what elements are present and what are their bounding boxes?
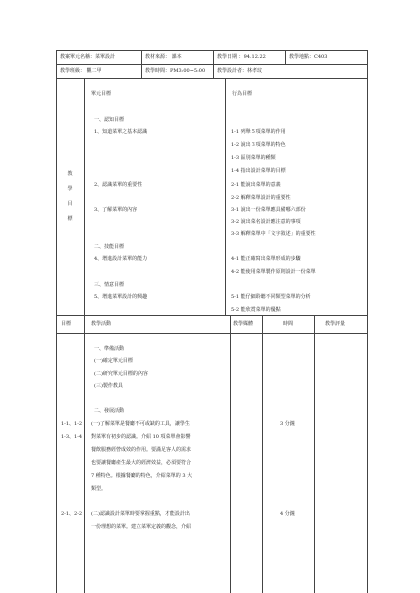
rule-objectives-side: [84, 78, 85, 315]
behavior-objective-item: 3-2 說出菜名設計應注意的事項: [231, 219, 301, 225]
designer: 教學設計者：林孝玟: [217, 68, 263, 74]
teaching-place: 教學地點：C403: [289, 54, 328, 60]
rule-activities-v1: [84, 315, 85, 593]
behavior-objective-item: 1-4 指出設計菜單的目標: [231, 168, 286, 174]
side-char: 學: [67, 186, 73, 192]
behavior-objective-item: 5-1 能仔細聆聽不同類型菜單的分析: [231, 294, 311, 300]
teaching-time: 教學時間：PM3:00~5:00: [145, 68, 206, 74]
rule-header-v2: [213, 50, 214, 78]
unit-objective-item: 2、認識菜單的重要性: [94, 182, 143, 188]
row2-activity-line: 一份理想的菜單。建立菜單定義的觀念，介紹: [91, 524, 192, 530]
unit-objective-header: 單元目標: [91, 91, 112, 97]
rule-top: [56, 50, 367, 51]
material-source: 教材來源： 課本: [145, 54, 182, 60]
row1-activity-line: 也要讓餐廳產生最大的經濟效益，必須要符合: [91, 460, 192, 466]
unit-objective-item: 二、技能目標: [94, 244, 125, 250]
behavior-objective-item: 3-3 解釋菜單中「文字敘述」的重要性: [231, 231, 316, 237]
unit-name: 教案單元名稱：菜單設計: [60, 54, 116, 60]
behavior-objective-item: 2-1 能說出菜單的意義: [231, 182, 281, 188]
activities-eval-header: 教學評量: [325, 321, 346, 327]
behavior-objective-header: 行為目標: [232, 91, 253, 97]
rule-header-v1: [141, 50, 142, 78]
rule-right: [367, 50, 368, 593]
rule-objectives-mid: [225, 78, 226, 315]
row2-time: 4 分鐘: [280, 511, 295, 517]
row1-activity-line: 7 種特色。根據餐廳的特色，介紹菜單的 3 大: [91, 473, 193, 479]
prep-activity-line: 一、準備活動: [94, 346, 125, 352]
rule-objectives-bottom: [56, 315, 367, 316]
prep-activity-line: (二)研究單元目標的內容: [94, 371, 148, 377]
row1-goal: 1-3、1-4: [61, 434, 83, 440]
row1-activity-line: 類型。: [91, 486, 107, 492]
behavior-objective-item: 4-2 能使用菜單製作原則設計一份菜單: [231, 269, 316, 275]
row2-goal: 2-1、2-2: [61, 511, 83, 517]
development-activity-title: 二、發展活動: [94, 408, 125, 414]
row1-activity-line: (一)了解菜單是餐廳不可或缺的工具，讓學生: [91, 421, 190, 427]
row1-activity-line: 餐飲服務經營成效的作用。要滿足客人的需求: [91, 447, 192, 453]
behavior-objective-item: 2-2 解釋菜單設計的重要性: [231, 195, 291, 201]
teaching-date: 教學日期 ：94.12.22: [217, 54, 266, 60]
row1-time: 3 分鐘: [280, 421, 295, 427]
behavior-objective-item: 1-3 區別菜單的種類: [231, 155, 276, 161]
rule-activities-header: [56, 333, 367, 334]
side-char: 教: [67, 171, 73, 177]
teaching-class: 教學班級： 觀二甲: [60, 68, 102, 74]
behavior-objective-item: 4-1 能正確寫出菜單形成的步驟: [231, 256, 301, 262]
row1-activity-line: 對菜單有初步的認識。介紹 10 項菜單會影響: [91, 434, 191, 440]
rule-objectives-top: [56, 78, 367, 79]
unit-objective-item: 1、知道菜單之基本認識: [94, 129, 148, 135]
row2-activity-line: (二)認識設計菜單時要掌握重點，才能設計出: [91, 511, 190, 517]
row1-goal: 1-1、1-2: [61, 421, 83, 427]
behavior-objective-item: 3-1 說出一份菜單應具備哪六部份: [231, 207, 306, 213]
unit-objective-item: 一、認知目標: [94, 117, 125, 123]
rule-header-v3: [285, 50, 286, 64]
behavior-objective-item: 1-2 說出３項菜單的特色: [231, 142, 286, 148]
behavior-objective-item: 5-2 能欣賞菜單的優點: [231, 307, 281, 313]
activities-activity-header: 教學活動: [91, 321, 112, 327]
rule-left: [56, 50, 57, 593]
rule-activities-v2: [230, 315, 231, 593]
rule-activities-v4: [314, 315, 315, 593]
unit-objective-item: 5、增進菜單設計的興趣: [94, 294, 148, 300]
unit-objective-item: 三、情意目標: [94, 282, 125, 288]
rule-header-mid: [56, 64, 367, 65]
activities-time-header: 時間: [283, 321, 294, 327]
behavior-objective-item: 1-1 列舉５項菜單的作用: [231, 129, 286, 135]
unit-objective-item: 3、了解菜單的內容: [94, 207, 138, 213]
prep-activity-line: (一)確定單元目標: [94, 358, 133, 364]
rule-activities-v3: [262, 315, 263, 593]
prep-activity-line: (三)製作教具: [94, 383, 123, 389]
side-char: 目: [67, 201, 73, 207]
activities-goal-header: 目標: [61, 321, 72, 327]
activities-media-header: 教學媒體: [233, 321, 254, 327]
unit-objective-item: 4、增進設計菜單的能力: [94, 256, 148, 262]
side-char: 標: [67, 216, 73, 222]
